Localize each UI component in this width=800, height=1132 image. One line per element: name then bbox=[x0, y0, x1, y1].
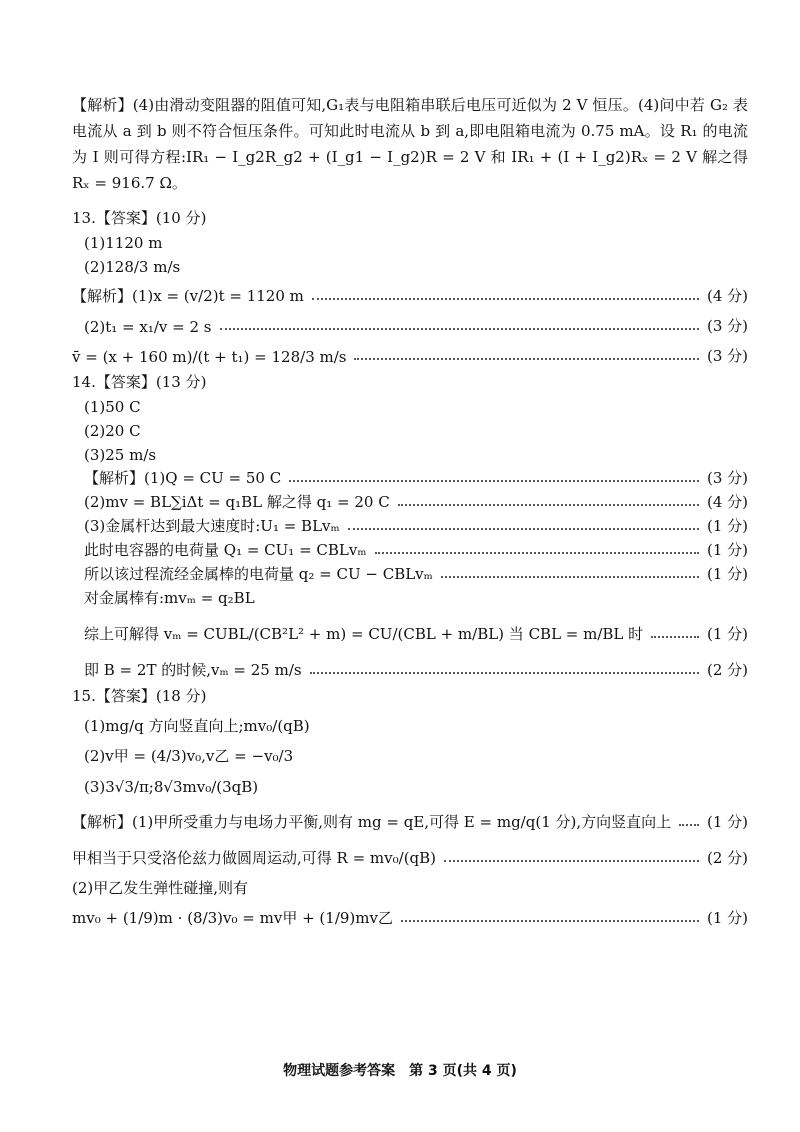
q13-step-1: 【解析】(1)x = (v/2)t = 1120 m (4 分) bbox=[72, 287, 748, 305]
q15-step-4: mv₀ + (1/9)m · (8/3)v₀ = mv甲 + (1/9)mv乙 (1 分) bbox=[72, 909, 748, 927]
score-label: (3 分) bbox=[706, 469, 748, 487]
q14-step-2: (2)mv = BL∑iΔt = q₁BL 解之得 q₁ = 20 C (4 分) bbox=[84, 493, 748, 511]
q15-step-2: 甲相当于只受洛伦兹力做圆周运动,可得 R = mv₀/(qB) (2 分) bbox=[72, 849, 748, 867]
q14-step-4: 此时电容器的电荷量 Q₁ = CU₁ = CBLvₘ (1 分) bbox=[84, 541, 748, 559]
q14-step-5: 所以该过程流经金属棒的电荷量 q₂ = CU − CBLvₘ (1 分) bbox=[84, 565, 748, 583]
q15-answer-1: (1)mg/q 方向竖直向上;mv₀/(qB) bbox=[84, 717, 310, 735]
score-label: (1 分) bbox=[706, 813, 748, 831]
leader-dots bbox=[310, 672, 699, 674]
page-footer: 物理试题参考答案 第 3 页(共 4 页) bbox=[283, 1063, 517, 1079]
q15-step-1: 【解析】(1)甲所受重力与电场力平衡,则有 mg = qE,可得 E = mg/q(1 分),方向竖直向上 (1 分) bbox=[72, 813, 748, 831]
q14-answer-3: (3)25 m/s bbox=[84, 446, 157, 464]
leader-dots bbox=[651, 636, 699, 638]
score-label: (1 分) bbox=[706, 541, 748, 559]
score-label: (1 分) bbox=[706, 517, 748, 535]
q15-heading: 15.【答案】(18 分) bbox=[72, 687, 207, 705]
q14-answer-1: (1)50 C bbox=[84, 398, 141, 416]
q14-step-6: 对金属棒有:mvₘ = q₂BL bbox=[84, 589, 255, 607]
q13-answer-1: (1)1120 m bbox=[84, 234, 163, 252]
score-label: (4 分) bbox=[706, 287, 748, 305]
score-label: (1 分) bbox=[706, 625, 748, 643]
q15-answer-3: (3)3√3/π;8√3mv₀/(3qB) bbox=[84, 778, 259, 796]
q13-step-2: (2)t₁ = x₁/v = 2 s (3 分) bbox=[84, 317, 748, 336]
leader-dots bbox=[354, 358, 698, 360]
leader-dots bbox=[679, 824, 699, 826]
q13-answer-2: (2)128/3 m/s bbox=[84, 258, 181, 276]
q13-step-3: v̄ = (x + 160 m)/(t + t₁) = 128/3 m/s (3 分) bbox=[72, 347, 748, 366]
leader-dots bbox=[220, 328, 699, 330]
answer-page bbox=[72, 92, 748, 928]
score-label: (1 分) bbox=[706, 909, 748, 927]
leader-dots bbox=[312, 298, 699, 300]
leader-dots bbox=[375, 552, 699, 554]
leader-dots bbox=[444, 860, 699, 862]
intro-analysis: 【解析】(4)由滑动变阻器的阻值可知,G₁表与电阻箱串联后电压可近似为 2 V 恒压。(4)问中若 G₂ 表电流从 a 到 b 则不符合恒压条件。可知此时电流从 b 到 a,即电阻箱电流为 0.75 mA。设 R₁ 的电流为 I 则可得方程:IR₁ − I_g2R_g2 + (I_g1 − I_g2)R = 2 V 和 IR₁ + (I + I_g2)Rₓ = 2 V 解之得 Rₓ = 916.7 Ω。 bbox=[72, 96, 748, 192]
q14-step-1: 【解析】(1)Q = CU = 50 C (3 分) bbox=[84, 469, 748, 487]
q15-step-3: (2)甲乙发生弹性碰撞,则有 bbox=[72, 879, 249, 897]
q14-step-3: (3)金属杆达到最大速度时:U₁ = BLvₘ (1 分) bbox=[84, 517, 748, 535]
q13-heading: 13.【答案】(10 分) bbox=[72, 209, 207, 227]
score-label: (1 分) bbox=[706, 565, 748, 583]
q14-step-7: 综上可解得 vₘ = CUBL/(CB²L² + m) = CU/(CBL + m/BL) 当 CBL = m/BL 时 (1 分) bbox=[84, 625, 748, 643]
score-label: (3 分) bbox=[706, 347, 748, 365]
q14-heading: 14.【答案】(13 分) bbox=[72, 373, 207, 391]
leader-dots bbox=[348, 528, 699, 530]
leader-dots bbox=[401, 920, 699, 922]
score-label: (4 分) bbox=[706, 493, 748, 511]
score-label: (3 分) bbox=[706, 317, 748, 335]
q14-answer-2: (2)20 C bbox=[84, 422, 141, 440]
leader-dots bbox=[289, 480, 699, 482]
q14-step-8: 即 B = 2T 的时候,vₘ = 25 m/s (2 分) bbox=[84, 661, 748, 679]
leader-dots bbox=[398, 504, 699, 506]
score-label: (2 分) bbox=[706, 661, 748, 679]
q15-answer-2: (2)v甲 = (4/3)v₀,v乙 = −v₀/3 bbox=[84, 747, 294, 765]
leader-dots bbox=[441, 576, 699, 578]
score-label: (2 分) bbox=[706, 849, 748, 867]
